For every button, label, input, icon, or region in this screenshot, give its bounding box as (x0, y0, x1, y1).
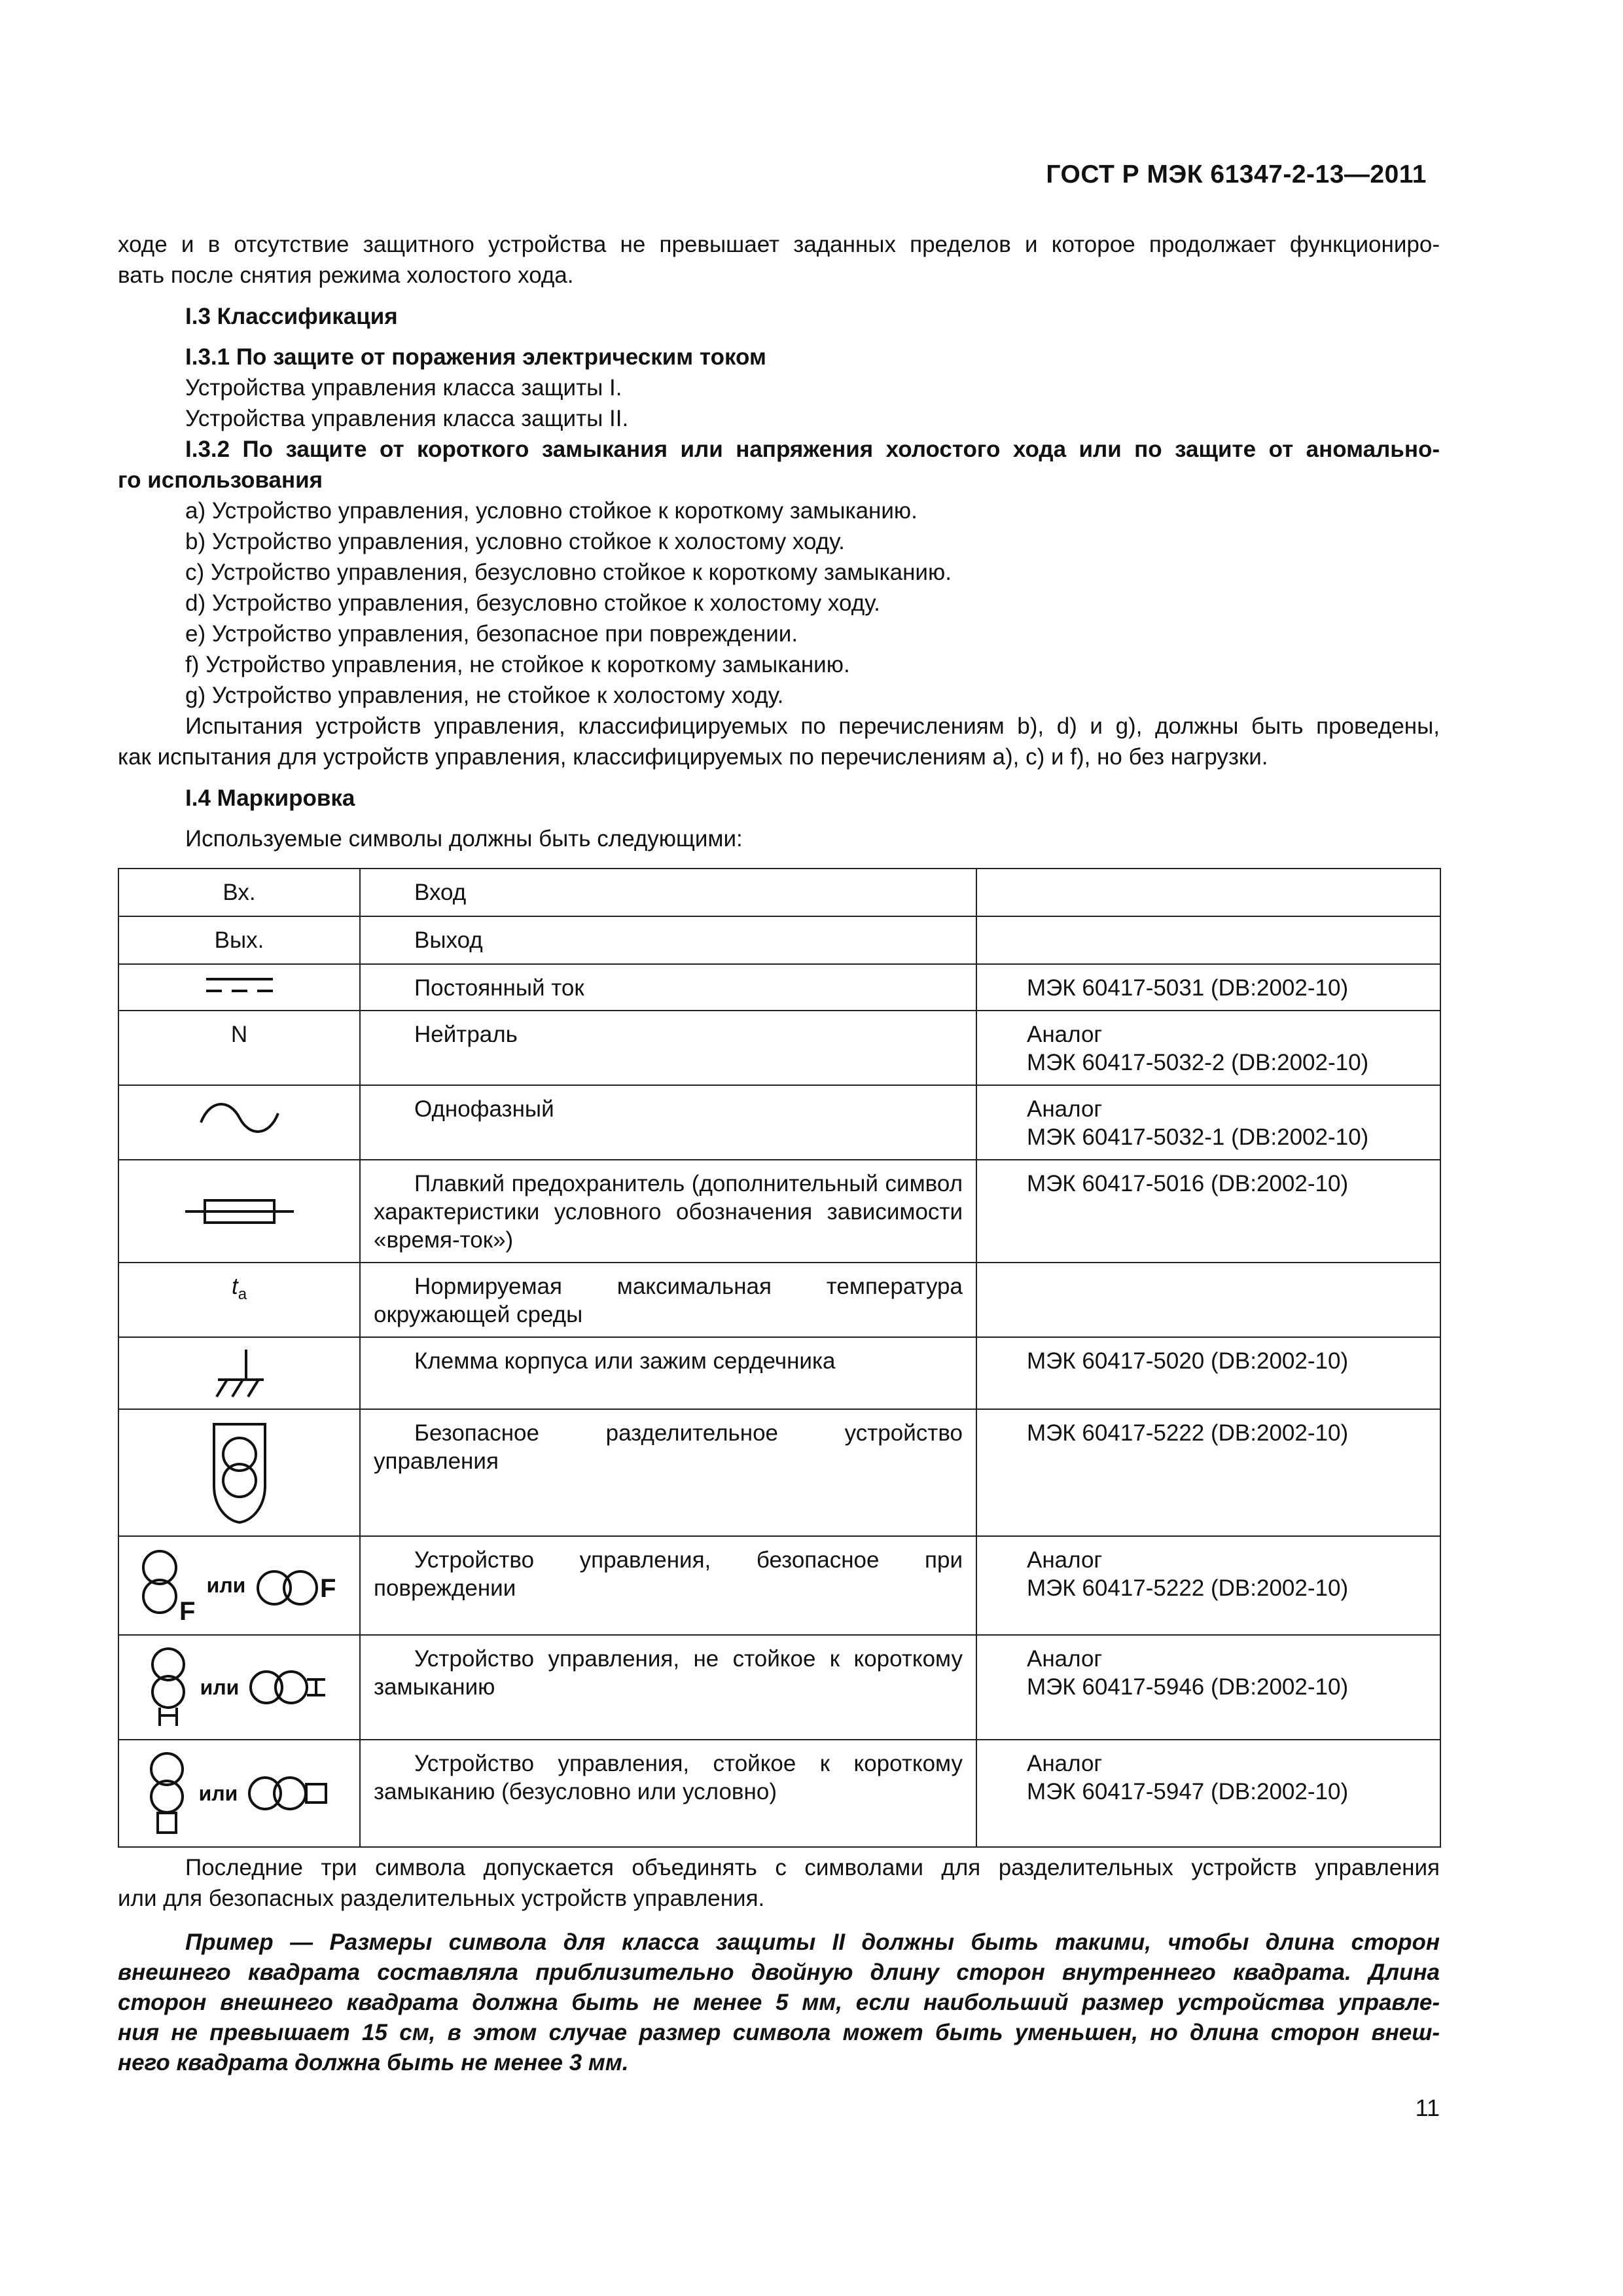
after-table-paragraph (118, 1852, 1440, 1914)
table-row (118, 869, 1440, 916)
document-header: ГОСТ Р МЭК 61347-2-13—2011 (1046, 160, 1427, 188)
symbol-cell (118, 1085, 360, 1160)
reference-cell: МЭК 60417-5016 (DB:2002-10) (976, 1160, 1440, 1263)
list-item-e: e) Устройство управления, безопасное при повреждении. (185, 621, 798, 647)
description-cell: Постоянный ток (360, 964, 976, 1011)
table-row (118, 1263, 1440, 1337)
reference-cell: Аналог МЭК 60417-5032-1 (DB:2002-10) (976, 1085, 1440, 1160)
example-line-5: него квадрата должна быть не менее 3 мм. (118, 2050, 629, 2075)
table-row (118, 1011, 1440, 1085)
list-item-a: a) Устройство управления, условно стойкое к короткому замыканию. (185, 498, 918, 524)
list-item-d: d) Устройство управления, безусловно стойкое к холостому ходу. (185, 590, 880, 616)
description-cell: Плавкий предохранитель (дополнительный символ характеристики условного обозначения зависимости «время-ток») (360, 1160, 976, 1263)
symbols-table (118, 868, 1441, 1848)
table-row (118, 1085, 1440, 1160)
table-row (118, 1635, 1440, 1740)
reference-cell (976, 916, 1440, 964)
symbol-cell (118, 1160, 360, 1263)
section-1-4-title: I.4 Маркировка (185, 785, 355, 811)
list-item-c: c) Устройство управления, безусловно стойкое к короткому замыканию. (185, 560, 952, 585)
testing-note-line-2: как испытания для устройств управления, классифицируемых по перечислениям a), c) и f), но без нагрузки. (118, 744, 1268, 770)
description-cell: Нормируемая максимальная температура окружающей среды (360, 1263, 976, 1337)
short-circuit-proof-vertical-icon (144, 1749, 190, 1837)
after-table-line-2: или для безопасных разделительных устройств управления. (118, 1886, 765, 1911)
description-cell: Устройство управления, не стойкое к короткому замыканию (360, 1635, 976, 1740)
testing-note (118, 711, 1440, 772)
table-row (118, 1740, 1440, 1847)
short-circuit-proof-horizontal-icon (247, 1772, 334, 1814)
description-cell: Нейтраль (360, 1011, 976, 1085)
section-1-3-2-title-line-1: I.3.2 По защите от короткого замыкания или напряжения холостого хода или по защите от аномально- (185, 437, 1440, 462)
example-line-3: сторон внешнего квадрата должна быть не менее 5 мм, если наибольший размер устройства управле- (118, 1990, 1440, 2015)
section-1-3-2-title (118, 434, 1440, 495)
reference-cell: Аналог МЭК 60417-5946 (DB:2002-10) (976, 1635, 1440, 1740)
description-cell: Клемма корпуса или зажим сердечника (360, 1337, 976, 1409)
after-table-line-1: Последние три символа допускается объединять с символами для разделительных устройств управления (185, 1855, 1440, 1880)
symbol-cell: $t_a$ (118, 1263, 360, 1337)
example-line-4: ния не превышает 15 см, в этом случае размер символа может быть уменьшен, но длина сторон внеш- (118, 2020, 1440, 2045)
reference-cell: Аналог МЭК 60417-5222 (DB:2002-10) (976, 1536, 1440, 1635)
description-cell: Безопасное разделительное устройство управления (360, 1409, 976, 1536)
description-cell: Устройство управления, стойкое к короткому замыканию (безусловно или условно) (360, 1740, 976, 1847)
table-row (118, 1160, 1440, 1263)
dc-symbol-icon (204, 974, 276, 996)
fail-safe-vertical-icon (139, 1547, 198, 1625)
section-1-3-2-title-line-2: го использования (118, 467, 323, 493)
description-cell: Устройство управления, безопасное при повреждении (360, 1536, 976, 1635)
reference-cell: МЭК 60417-5020 (DB:2002-10) (976, 1337, 1440, 1409)
fuse-symbol-icon (184, 1195, 295, 1228)
list-item-b: b) Устройство управления, условно стойкое к холостому ходу. (185, 529, 845, 554)
table-row (118, 1536, 1440, 1635)
svg-text:F: F (320, 1573, 336, 1603)
section-1-3-1-title: I.3.1 По защите от поражения электрическим током (185, 344, 766, 370)
testing-note-line-1: Испытания устройств управления, классифицируемых по перечислениям b), d) и g), должны быть проведены, (185, 713, 1440, 739)
reference-cell: МЭК 60417-5222 (DB:2002-10) (976, 1409, 1440, 1536)
section-1-3-1-item-2: Устройства управления класса защиты II. (185, 406, 629, 431)
intro-line-1: ходе и в отсутствие защитного устройства не превышает заданных пределов и которое продолжает функциониро- (118, 232, 1440, 257)
table-row (118, 1409, 1440, 1536)
svg-text:F: F (179, 1596, 196, 1625)
description-cell: Однофазный (360, 1085, 976, 1160)
section-1-3-1-item-1: Устройства управления класса защиты I. (185, 375, 622, 401)
intro-line-2: вать после снятия режима холостого хода. (118, 262, 574, 288)
symbol-cell (118, 1409, 360, 1536)
fail-safe-horizontal-icon (255, 1563, 340, 1609)
list-item-f: f) Устройство управления, не стойкое к короткому замыканию. (185, 652, 850, 677)
symbol-cell (118, 1536, 360, 1635)
example-line-2: внешнего квадрата составляла приблизительно двойную длину сторон внутреннего квадрата. Длина (118, 1960, 1440, 1985)
section-1-3-title: I.3 Классификация (185, 304, 398, 329)
safety-isolating-transformer-icon (210, 1420, 269, 1525)
table-row (118, 1337, 1440, 1409)
reference-cell: Аналог МЭК 60417-5947 (DB:2002-10) (976, 1740, 1440, 1847)
example-paragraph (118, 1928, 1440, 2078)
symbol-cell (118, 1740, 360, 1847)
or-label: или (200, 1675, 240, 1699)
list-item-g: g) Устройство управления, не стойкое к холостому ходу. (185, 683, 784, 708)
or-label: или (198, 1781, 238, 1805)
reference-cell (976, 1263, 1440, 1337)
non-short-circuit-proof-horizontal-icon (248, 1666, 333, 1708)
intro-paragraph (118, 229, 1440, 291)
ac-symbol-icon (197, 1095, 282, 1141)
symbol-cell (118, 964, 360, 1011)
description-cell: Выход (360, 916, 976, 964)
section-1-4-intro: Используемые символы должны быть следующими: (185, 826, 743, 852)
reference-cell: Аналог МЭК 60417-5032-2 (DB:2002-10) (976, 1011, 1440, 1085)
table-row (118, 916, 1440, 964)
reference-cell: МЭК 60417-5031 (DB:2002-10) (976, 964, 1440, 1011)
or-label: или (206, 1573, 246, 1597)
symbol-cell: N (118, 1011, 360, 1085)
symbol-cell: Вых. (118, 916, 360, 964)
reference-cell (976, 869, 1440, 916)
non-short-circuit-proof-vertical-icon (145, 1645, 191, 1730)
table-row (118, 964, 1440, 1011)
symbol-cell (118, 1337, 360, 1409)
symbol-cell (118, 1635, 360, 1740)
example-line-1: Пример — Размеры символа для класса защиты II должны быть такими, чтобы длина сторон (185, 1929, 1440, 1955)
page-number: 11 (1415, 2094, 1440, 2121)
frame-terminal-icon (210, 1347, 269, 1399)
description-cell: Вход (360, 869, 976, 916)
symbol-cell: Вх. (118, 869, 360, 916)
